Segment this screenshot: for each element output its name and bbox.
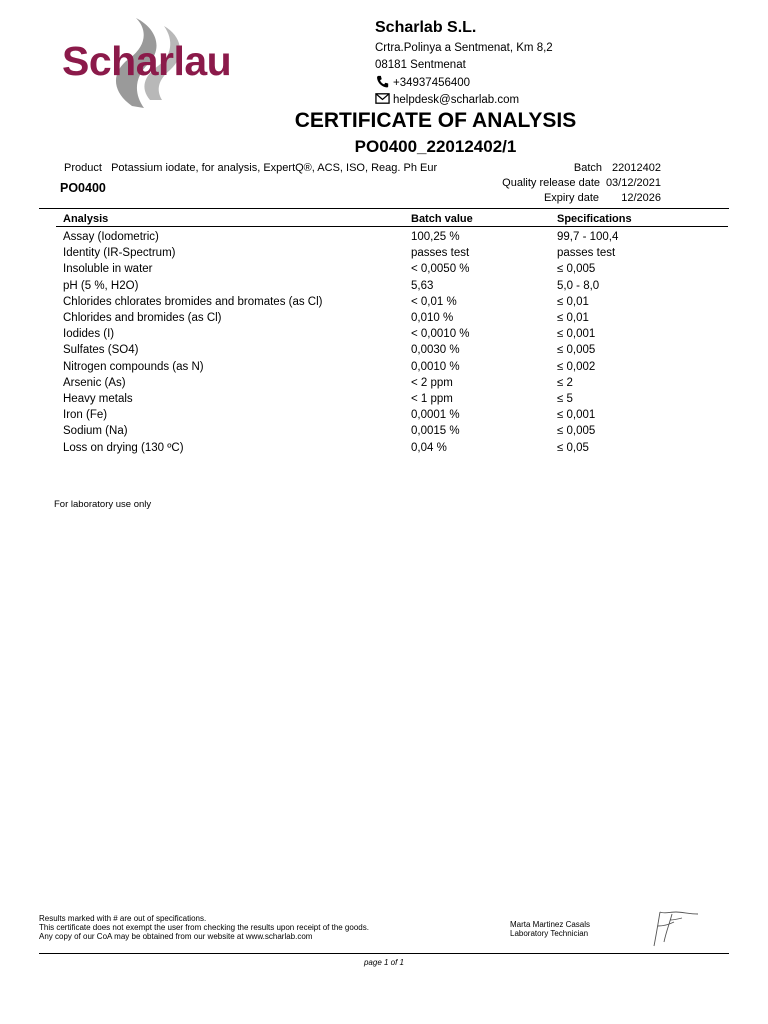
analysis-cell: Loss on drying (130 ºC) [63,441,184,454]
specification-cell: ≤ 5 [557,393,573,406]
product-label: Product [64,162,102,174]
certificate-id: PO0400_22012402/1 [354,137,517,156]
footer-note-line: This certificate does not exempt the user from checking the results upon receipt of the goods. [39,923,369,932]
analysis-table [58,210,697,456]
company-email[interactable]: helpdesk@scharlab.com [393,94,520,106]
table-row [58,278,697,294]
batch-value-cell: passes test [411,247,470,260]
footer-note-line: Results marked with # are out of specifications. [39,914,207,923]
batch-value: 22012402 [612,162,661,174]
analysis-cell: Assay (Iodometric) [63,231,159,243]
analysis-cell: Chlorides and bromides (as Cl) [63,312,222,325]
table-row [58,375,697,391]
release-date-label: Quality release date [502,177,600,189]
specification-cell: ≤ 0,01 [557,312,589,325]
column-header-specifications: Specifications [557,213,632,225]
company-address-line1: Crtra.Polinya a Sentmenat, Km 8,2 [375,42,553,54]
batch-value-cell: < 0,01 % [411,295,457,308]
batch-value-cell: 5,63 [411,279,434,292]
analysis-cell: Arsenic (As) [63,376,126,389]
table-row [58,326,697,342]
page-number: page 1 of 1 [363,958,405,967]
specification-cell: ≤ 2 [557,376,573,389]
table-row [58,229,697,245]
product-name: Potassium iodate, for analysis, ExpertQ®, ACS, ISO, Reag. Ph Eur [111,162,438,174]
signer-title: Laboratory Technician [510,929,589,938]
batch-value-cell: < 0,0010 % [411,328,470,341]
specification-cell: ≤ 0,01 [557,295,589,308]
signer-name: Marta Martinez Casals [510,920,591,929]
signer-block [510,920,590,938]
product-code: PO0400 [60,181,106,195]
table-header-divider [56,226,728,227]
batch-value-cell: < 0,0050 % [411,263,470,276]
batch-value-cell: 100,25 % [411,231,460,243]
expiry-date-value: 12/2026 [621,192,661,204]
table-row [58,359,697,375]
batch-value-cell: 0,0015 % [411,425,460,438]
column-header-batch-value: Batch value [411,213,473,225]
analysis-cell: Sulfates (SO4) [63,344,139,357]
specification-cell: 5,0 - 8,0 [557,279,600,292]
table-row [58,245,697,261]
laboratory-use-note: For laboratory use only [54,499,152,510]
analysis-cell: Insoluble in water [63,263,153,276]
analysis-cell: Nitrogen compounds (as N) [63,360,204,373]
certificate-title: CERTIFICATE OF ANALYSIS [294,109,577,132]
analysis-cell: Chlorides chlorates bromides and bromates (as Cl) [63,295,323,308]
batch-label: Batch [573,162,602,174]
phone-icon [375,75,390,88]
analysis-cell: Iodides (I) [63,328,115,341]
batch-value-cell: 0,0010 % [411,360,460,373]
company-name: Scharlab S.L. [375,19,477,36]
batch-value-cell: 0,0030 % [411,344,460,357]
specification-cell: ≤ 0,005 [557,344,596,357]
footer-note-line: Any copy of our CoA may be obtained from our website at www.scharlab.com [39,932,313,941]
table-row [58,423,697,439]
batch-value-cell: < 2 ppm [411,376,453,389]
product-row [64,162,437,174]
analysis-cell: Iron (Fe) [63,409,108,422]
table-row [58,391,697,407]
release-date-value: 03/12/2021 [605,177,661,189]
specification-cell: ≤ 0,001 [557,328,596,341]
signature-image [640,906,702,950]
specification-cell: ≤ 0,001 [557,409,596,422]
header-divider [39,208,729,209]
analysis-cell: Sodium (Na) [63,425,128,438]
specification-cell: ≤ 0,05 [557,441,589,454]
batch-value-cell: < 1 ppm [411,393,453,406]
analysis-cell: Identity (IR-Spectrum) [63,247,176,260]
batch-value-cell: 0,04 % [411,441,447,454]
table-row [58,310,697,326]
specification-cell: ≤ 0,005 [557,263,596,276]
company-phone-row [375,75,470,89]
footer-divider [39,953,729,954]
analysis-cell: pH (5 %, H2O) [63,279,139,292]
envelope-icon [375,92,390,105]
table-row [58,440,697,456]
footer-notes [39,914,369,941]
table-row [58,407,697,423]
specification-cell: ≤ 0,002 [557,360,596,373]
specification-cell: 99,7 - 100,4 [557,231,619,243]
batch-value-cell: 0,0001 % [411,409,460,422]
company-phone[interactable]: +34937456400 [393,77,471,89]
batch-value-cell: 0,010 % [411,312,454,325]
scharlau-logo [60,14,235,112]
logo-text: Scharlau [62,38,232,84]
table-row [58,261,697,277]
company-address-line2: 08181 Sentmenat [375,59,466,71]
analysis-cell: Heavy metals [63,393,133,406]
specification-cell: passes test [557,247,616,260]
table-row [58,342,697,358]
company-email-row [375,92,519,106]
table-row [58,294,697,310]
column-header-analysis: Analysis [63,213,109,225]
specification-cell: ≤ 0,005 [557,425,596,438]
expiry-date-label: Expiry date [543,192,599,204]
